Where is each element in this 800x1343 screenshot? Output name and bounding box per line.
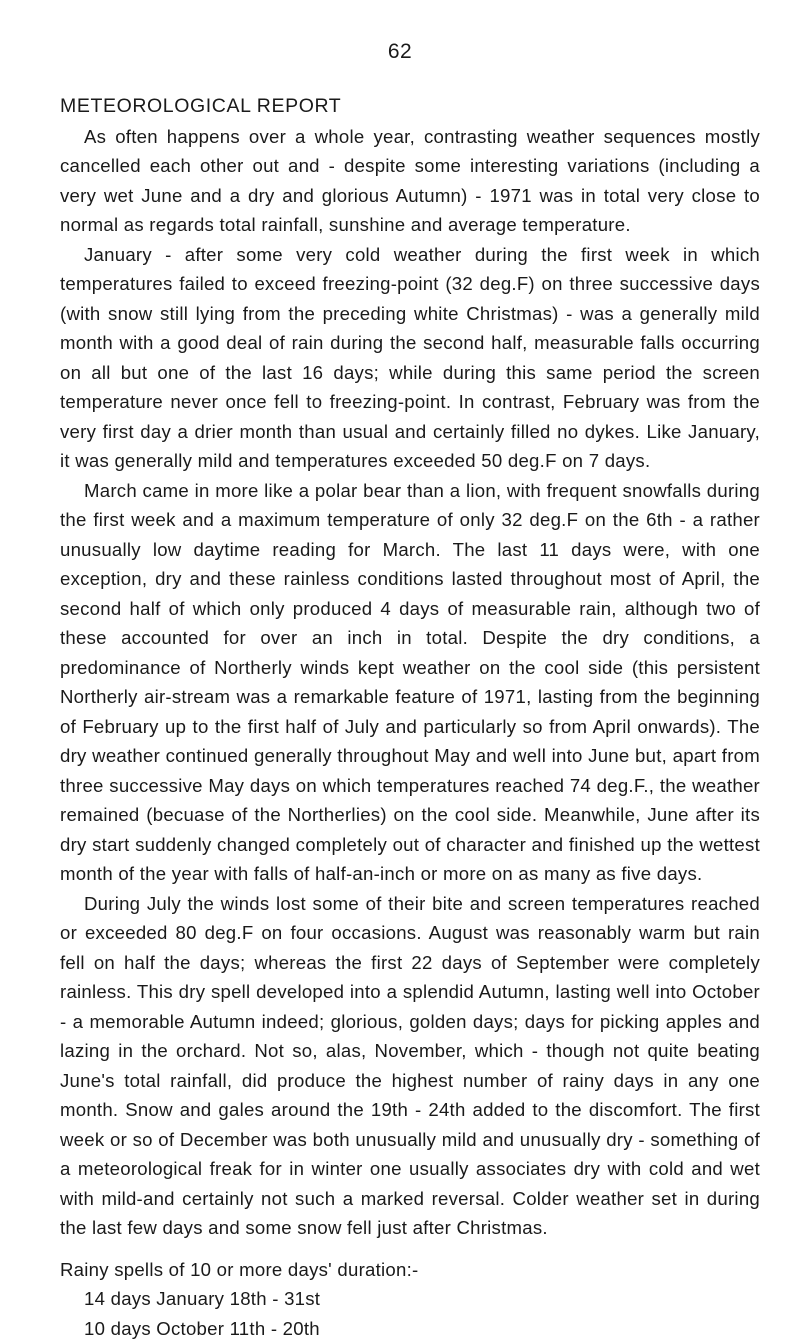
page-number: 62 xyxy=(0,40,800,64)
paragraph-march-june: March came in more like a polar bear than a lion, with frequent snowfalls during the first week and a maximum temperature of only 32 deg.F on the 6th - a rather unusually low daytime reading for March. The last 11 days were, with one exception, dry and these rainless conditions lasted throughout most of April, the second half of which only produced 4 days of measurable rain, although two of these accounted for over an inch in total. Despite the dry conditions, a predominance of Northerly winds kept weather on the cool side (this persistent Northerly air-stream was a remarkable feature of 1971, lasting from the beginning of February up to the first half of July and particularly so from April onwards). The dry weather continued generally throughout May and well into June but, apart from three successive May days on which temperatures reached 74 deg.F., the weather remained (becuase of the Northerlies) on the cool side. Meanwhile, June after its dry start suddenly changed completely out of character and finished up the wettest month of the year with falls of half-an-inch or more on as many as five days. xyxy=(60,476,760,889)
report-title: METEOROLOGICAL REPORT xyxy=(60,92,760,122)
paragraph-january-february: January - after some very cold weather during the first week in which temperatures failed to exceed freezing-point (32 deg.F) on three successive days (with snow still lying from the preceding white Christmas) - was a generally mild month with a good deal of rain during the second half, measurable falls occurring on all but one of the last 16 days; while during this same period the screen temperature never once fell to freezing-point. In contrast, February was from the very first day a drier month than usual and certainly filled no dykes. Like January, it was generally mild and temperatures exceeded 50 deg.F on 7 days. xyxy=(60,240,760,476)
report-body xyxy=(60,92,760,1343)
rainy-spells-heading: Rainy spells of 10 or more days' duration:- xyxy=(60,1255,760,1285)
paragraph-overview: As often happens over a whole year, contrasting weather sequences mostly cancelled each other out and - despite some interesting variations (including a very wet June and a dry and glorious Autumn) - 1971 was in total very close to normal as regards total rainfall, sunshine and average temperature. xyxy=(60,122,760,240)
paragraph-july-december: During July the winds lost some of their bite and screen temperatures reached or exceeded 80 deg.F on four occasions. August was reasonably warm but rain fell on half the days; whereas the first 22 days of September were completely rainless. This dry spell developed into a splendid Autumn, lasting well into October - a memorable Autumn indeed; glorious, golden days; days for picking apples and lazing in the orchard. Not so, alas, November, which - though not quite beating June's total rainfall, did produce the highest number of rainy days in any one month. Snow and gales around the 19th - 24th added to the discomfort. The first week or so of December was both unusually mild and unusually dry - something of a meteorological freak for in winter one usually associates dry with cold and wet with mild-and certainly not such a marked reversal. Colder weather set in during the last few days and some snow fell just after Christmas. xyxy=(60,889,760,1243)
rainy-spell-item: 14 days January 18th - 31st xyxy=(60,1284,760,1314)
rainy-spell-item: 10 days October 11th - 20th xyxy=(60,1314,760,1343)
